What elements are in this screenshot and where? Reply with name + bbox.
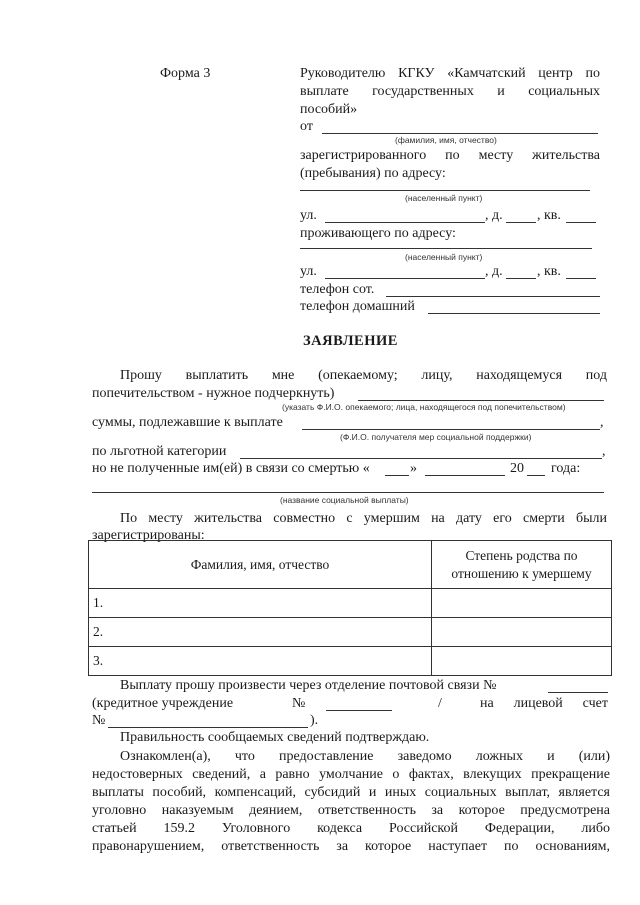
ward-fio-field[interactable] [358, 400, 604, 401]
reg-locality-hint: (населенный пункт) [405, 193, 483, 203]
table-row[interactable] [89, 618, 612, 647]
recipient-fio-field[interactable] [302, 429, 600, 430]
row-2-fio[interactable]: 2. [89, 618, 432, 647]
phone-work-field[interactable] [386, 296, 600, 297]
warning-line-2: недостоверных сведений, а равно умолчание о фактах, влекущих прекращение [92, 767, 610, 782]
row-1-fio[interactable]: 1. [89, 589, 432, 618]
bank-number-field[interactable] [326, 710, 392, 711]
table-header-row [89, 541, 612, 589]
request-line-1: Прошу выплатить мне (опекаемому; лицу, находящемуся под [120, 368, 607, 383]
page-title: ЗАЯВЛЕНИЕ [303, 333, 398, 349]
payment-name-hint: (название социальной выплаты) [280, 495, 409, 505]
addressee-line-3: пособий» [300, 102, 358, 117]
category-comma: , [602, 444, 606, 459]
category-label: по льготной категории [92, 444, 227, 459]
live-apt-field[interactable] [566, 278, 596, 279]
col-relation-header-line-1: Степень родства по [465, 547, 578, 563]
payment-name-field[interactable] [92, 492, 604, 493]
fio-field[interactable] [322, 133, 598, 134]
bank-slash: / [438, 696, 442, 711]
account-label: на лицевой счет [480, 696, 608, 711]
category-field[interactable] [240, 458, 602, 459]
warning-line-4: уголовно наказуемым деянием, ответственность за которое предусмотрена [92, 803, 610, 818]
row-3-fio[interactable]: 3. [89, 647, 432, 676]
registered-line-1: зарегистрированного по месту жительства [300, 148, 600, 163]
reg-street-label: ул. [300, 208, 317, 223]
live-locality-field[interactable] [300, 248, 592, 249]
col-relation-header [432, 541, 612, 589]
not-received-quote: » [410, 461, 417, 476]
account-number-sign: № [92, 713, 106, 728]
cohabitants-line-1: По месту жительства совместно с умершим на дату его смерти были [120, 511, 607, 526]
death-month-field[interactable] [425, 475, 505, 476]
reg-house-field[interactable] [506, 222, 536, 223]
addressee-line-2: выплате государственных и социальных [300, 84, 600, 99]
living-label: проживающего по адресу: [300, 226, 456, 241]
row-3-relation[interactable] [432, 647, 612, 676]
table-row[interactable] [89, 647, 612, 676]
fio-hint: (фамилия, имя, отчество) [395, 135, 497, 145]
from-label: от [300, 119, 313, 134]
phone-work-label: телефон сот. [300, 282, 375, 297]
relatives-table [88, 540, 612, 676]
phone-home-field[interactable] [428, 313, 600, 314]
ward-fio-hint: (указать Ф.И.О. опекаемого; лица, находящегося под попечительством) [282, 402, 566, 412]
confirm-text: Правильность сообщаемых сведений подтверждаю. [120, 730, 430, 745]
warning-line-5: статьей 159.2 Уголовного кодекса Российской Федерации, либо [92, 821, 610, 836]
bank-label: (кредитное учреждение [92, 696, 234, 711]
row-2-relation[interactable] [432, 618, 612, 647]
death-year-field[interactable] [527, 475, 545, 476]
request-line-2: попечительством - нужное подчеркнуть) [92, 386, 335, 401]
form-label: Форма 3 [160, 66, 211, 81]
live-apt-label: , кв. [537, 264, 561, 279]
reg-apt-label: , кв. [537, 208, 561, 223]
reg-house-label: , д. [485, 208, 503, 223]
registered-line-2: (пребывания) по адресу: [300, 166, 446, 181]
warning-line-1: Ознакомлен(а), что предоставление заведомо ложных и (или) [120, 749, 610, 764]
warning-line-6: правонарушением, ответственность за которое наступает по основаниям, [92, 839, 610, 854]
row-1-relation[interactable] [432, 589, 612, 618]
account-number-field[interactable] [108, 727, 308, 728]
not-received-label: но не полученные им(ей) в связи со смертью « [92, 461, 370, 476]
reg-street-field[interactable] [325, 222, 485, 223]
reg-locality-field[interactable] [300, 190, 590, 191]
live-street-label: ул. [300, 264, 317, 279]
addressee-line-1: Руководителю КГКУ «Камчатский центр по [300, 66, 600, 81]
sums-label: суммы, подлежавшие к выплате [92, 415, 283, 430]
reg-apt-field[interactable] [566, 222, 596, 223]
live-street-field[interactable] [325, 278, 485, 279]
warning-line-3: выплаты пособий, компенсаций, субсидий и иных социальных выплат, является [92, 785, 610, 800]
bank-number-sign: № [292, 696, 306, 711]
live-house-field[interactable] [506, 278, 536, 279]
post-office-label: Выплату прошу произвести через отделение почтовой связи № [120, 678, 497, 693]
sums-comma: , [600, 415, 604, 430]
table-row[interactable] [89, 589, 612, 618]
cohabitants-line-2: зарегистрированы: [92, 528, 205, 543]
col-relation-header-line-2: отношению к умершему [451, 565, 592, 581]
post-office-field[interactable] [548, 692, 608, 693]
year-suffix: года: [551, 461, 581, 476]
live-house-label: , д. [485, 264, 503, 279]
live-locality-hint: (населенный пункт) [405, 252, 483, 262]
year-prefix: 20 [510, 461, 524, 476]
col-fio-header: Фамилия, имя, отчество [89, 541, 432, 589]
death-day-field[interactable] [385, 475, 409, 476]
account-close: ). [310, 713, 319, 728]
recipient-fio-hint: (Ф.И.О. получателя мер социальной поддержки) [340, 432, 532, 442]
phone-home-label: телефон домашний [300, 299, 415, 314]
